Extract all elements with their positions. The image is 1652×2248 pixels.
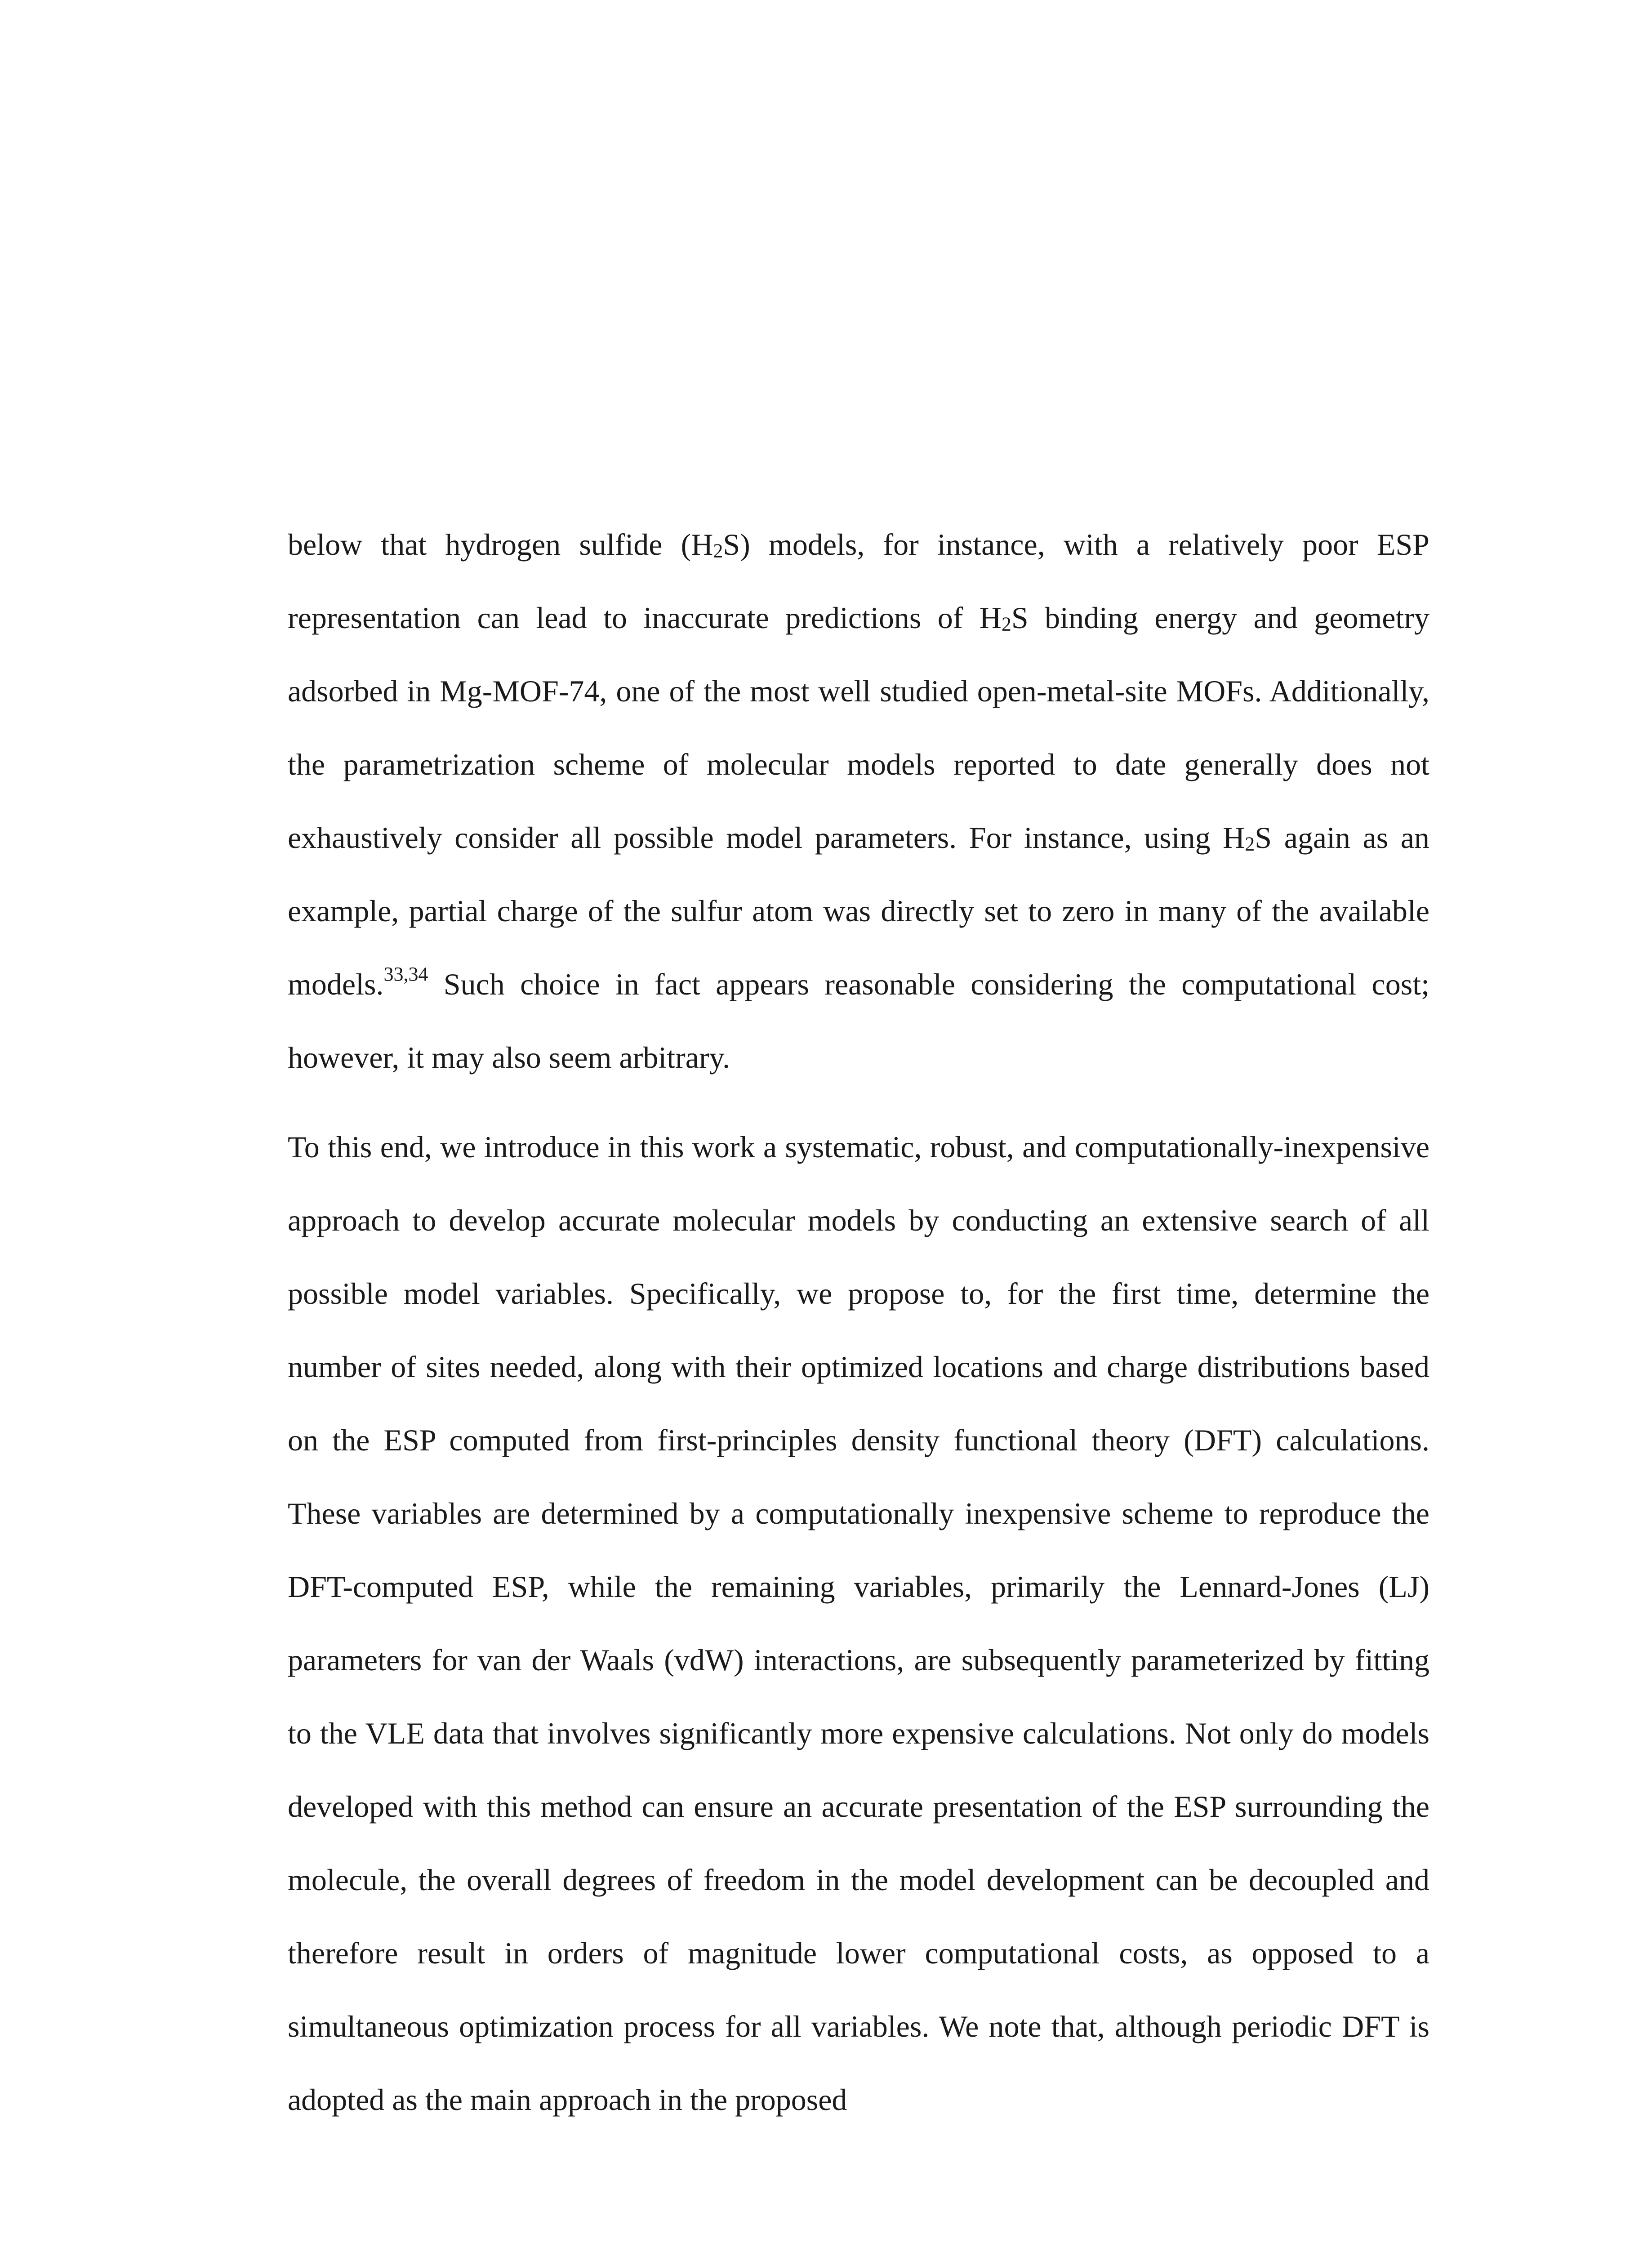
text-run: S again as an example, partial charge of the sulfur atom was directly set to zero in many of the available models. xyxy=(288,821,1430,1001)
body-text xyxy=(288,508,1429,2136)
citation-superscript[interactable]: 33,34 xyxy=(383,963,428,986)
paragraph-2 xyxy=(288,1111,1429,2136)
text-run: S) models, for instance, with a relatively poor ESP representation can lead to inaccurate predictions of H xyxy=(288,527,1429,635)
text-run: Such choice in fact appears reasonable considering the computational cost; however, it may also seem arbitrary. xyxy=(288,967,1429,1075)
paragraph-1 xyxy=(288,508,1429,1094)
text-run: To this end, we introduce in this work a systematic, robust, and computationally-inexpensive approach to develop accurate molecular models by conducting an extensive search of all possible model variables. Specifically, we propose to, for the first time, determine the number of sites needed, along with their optimized locations and charge distributions based on the ESP computed from first-principles density functional theory (DFT) calculations. These variables are determined by a computationally inexpensive scheme to reproduce the DFT-computed ESP, while the remaining variables, primarily the Lennard-Jones (LJ) parameters for van der Waals (vdW) interactions, are subsequently parameterized by fitting to the VLE data that involves significantly more expensive calculations. Not only do models developed with this method can ensure an accurate presentation of the ESP surrounding the molecule, the overall degrees of freedom in the model development can be decoupled and therefore result in orders of magnitude lower computational costs, as opposed to a simultaneous optimization process for all variables. We note that, although periodic DFT is adopted as the main approach in the proposed xyxy=(288,1130,1429,2117)
subscript: 2 xyxy=(713,540,723,562)
text-run: below that hydrogen sulfide (H xyxy=(288,527,713,562)
subscript: 2 xyxy=(1245,833,1255,855)
subscript: 2 xyxy=(1001,613,1011,635)
text-run: S binding energy and geometry adsorbed in Mg-MOF-74, one of the most well studied open-metal-site MOFs. Additionally, the parametrization scheme of molecular models reported to date generally does not exhaustively consider all possible model parameters. For instance, using H xyxy=(288,601,1430,855)
